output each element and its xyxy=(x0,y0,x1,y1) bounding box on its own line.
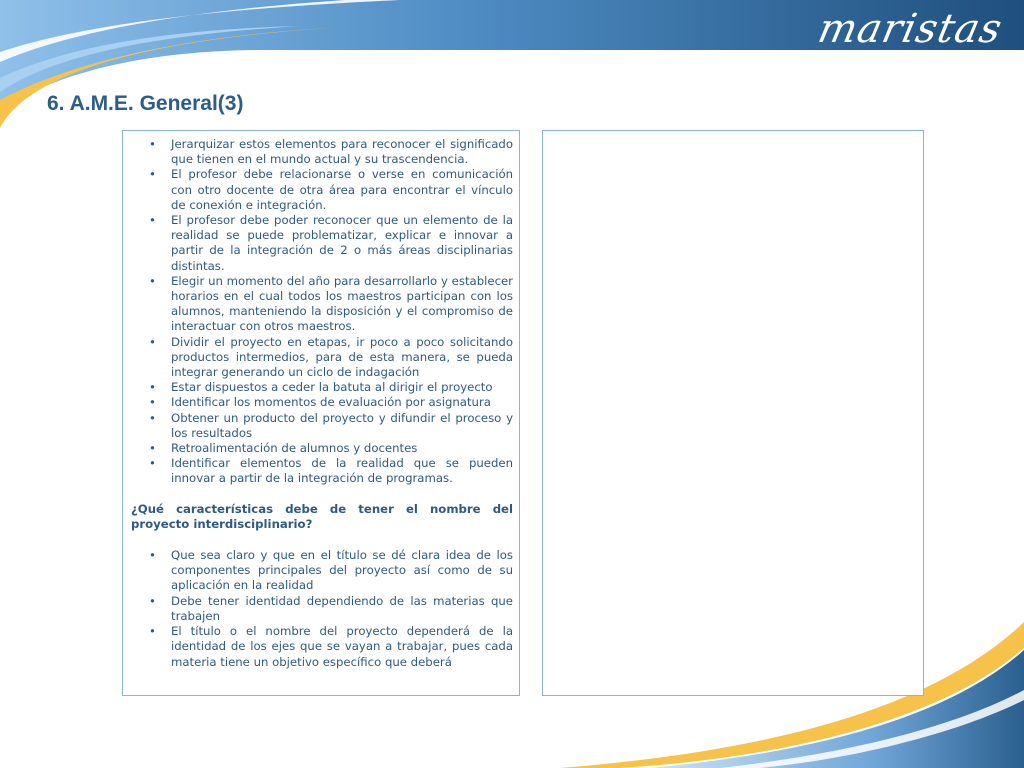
list-item: • Elegir un momento del año para desarrollarlo y establecer horarios en el cual todos los maestros participan con los alumnos, manteniendo la disposición y el compromiso de interactuar con otros maestros. xyxy=(129,274,513,335)
list-item: • Jerarquizar estos elementos para reconocer el significado que tienen en el mundo actual y su trascendencia. xyxy=(129,137,513,167)
list-item: • Dividir el proyecto en etapas, ir poco a poco solicitando productos intermedios, para de esta manera, se pueda integrar generando un ciclo de indagación xyxy=(129,335,513,381)
right-empty-panel xyxy=(542,130,924,696)
section-question: ¿Qué características debe de tener el nombre del proyecto interdisciplinario? xyxy=(131,501,513,531)
bullet-list-1 xyxy=(129,137,513,487)
panel-text-content xyxy=(129,137,513,693)
list-item: • Identificar los momentos de evaluación por asignatura xyxy=(129,395,513,410)
list-item: • Retroalimentación de alumnos y docentes xyxy=(129,441,513,456)
slide-title: 6. A.M.E. General(3) xyxy=(47,92,244,115)
list-item: • El título o el nombre del proyecto dependerá de la identidad de los ejes que se vayan a trabajar, pues cada materia tiene un objetivo específico que deberá xyxy=(129,624,513,670)
list-item: • Que sea claro y que en el título se dé clara idea de los componentes principales del proyecto así como de su aplicación en la realidad xyxy=(129,548,513,594)
list-item: • Debe tener identidad dependiendo de las materias que trabajen xyxy=(129,594,513,624)
list-item: • Obtener un producto del proyecto y difundir el proceso y los resultados xyxy=(129,411,513,441)
left-content-panel xyxy=(122,130,520,696)
list-item: • Estar dispuestos a ceder la batuta al dirigir el proyecto xyxy=(129,380,513,395)
list-item: • El profesor debe relacionarse o verse en comunicación con otro docente de otra área para encontrar el vínculo de conexión e integración. xyxy=(129,167,513,213)
list-item: • El profesor debe poder reconocer que un elemento de la realidad se puede problematizar, explicar e innovar a partir de la integración de 2 o más áreas disciplinarias distintas. xyxy=(129,213,513,274)
list-item: • Identificar elementos de la realidad que se pueden innovar a partir de la integración de programas. xyxy=(129,456,513,486)
bullet-list-2 xyxy=(129,548,513,670)
maristas-logo: maristas xyxy=(814,6,1007,52)
